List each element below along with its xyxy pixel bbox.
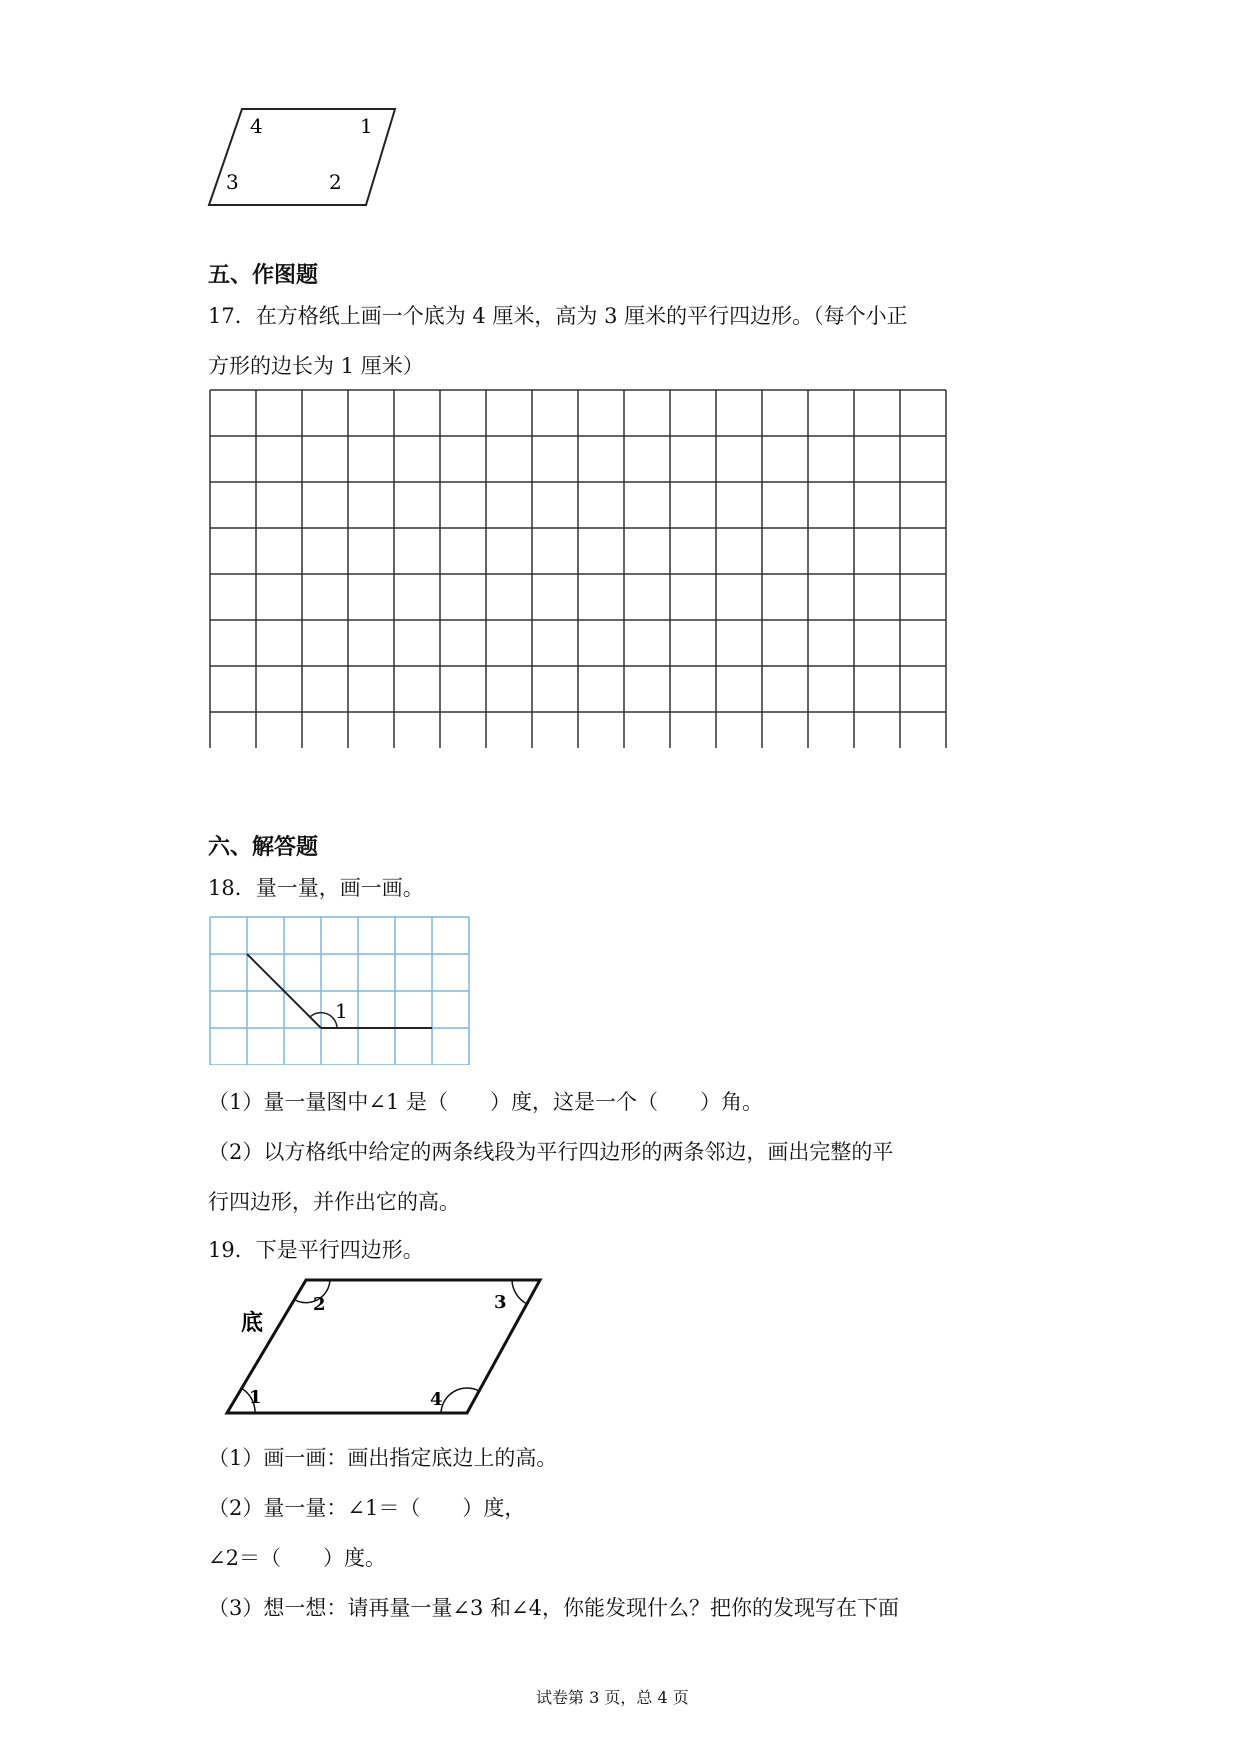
angle-label-4: 4 — [250, 114, 263, 138]
angle-label-3: 3 — [494, 1292, 507, 1313]
question-17-line1: 17．在方格纸上画一个底为 4 厘米，高为 3 厘米的平行四边形。（每个小正 — [208, 304, 908, 328]
question-19-part3: （3）想一想：请再量一量∠3 和∠4，你能发现什么？把你的发现写在下面 — [208, 1596, 899, 1620]
angle-label-2: 2 — [313, 1294, 326, 1315]
angle-label-2: 2 — [329, 170, 342, 194]
angle-label-1: 1 — [249, 1387, 262, 1408]
angle-label-3: 3 — [226, 170, 239, 194]
angle-grid-figure — [208, 915, 472, 1065]
angle-label-1: 1 — [335, 999, 348, 1023]
question-19-part2: （2）量一量：∠1＝（ ）度， — [208, 1496, 526, 1520]
base-label: 底 — [241, 1311, 264, 1336]
question-17-line2: 方形的边长为 1 厘米） — [208, 354, 424, 378]
question-19-stem: 19．下是平行四边形。 — [208, 1238, 424, 1262]
question-18-stem: 18．量一量，画一画。 — [208, 876, 424, 900]
parallelogram-figure-q19 — [215, 1270, 555, 1425]
question-18-part1: （1）量一量图中∠1 是（ ）度，这是一个（ ）角。 — [208, 1090, 763, 1114]
question-18-part2-line2: 行四边形，并作出它的高。 — [208, 1190, 460, 1214]
section-5-title: 五、作图题 — [208, 263, 319, 288]
angle-label-1: 1 — [360, 114, 373, 138]
square-grid-paper[interactable] — [208, 388, 948, 748]
question-19-part1: （1）画一画：画出指定底边上的高。 — [208, 1446, 558, 1470]
page-footer: 试卷第 3 页，总 4 页 — [536, 1688, 689, 1707]
question-19-part2b: ∠2＝（ ）度。 — [208, 1546, 386, 1570]
angle-arc-3 — [512, 1280, 527, 1304]
parallelogram-figure-top — [200, 100, 410, 215]
question-18-part2-line1: （2）以方格纸中给定的两条线段为平行四边形的两条邻边，画出完整的平 — [208, 1140, 894, 1164]
section-6-title: 六、解答题 — [208, 835, 319, 860]
angle-label-4: 4 — [430, 1389, 443, 1410]
